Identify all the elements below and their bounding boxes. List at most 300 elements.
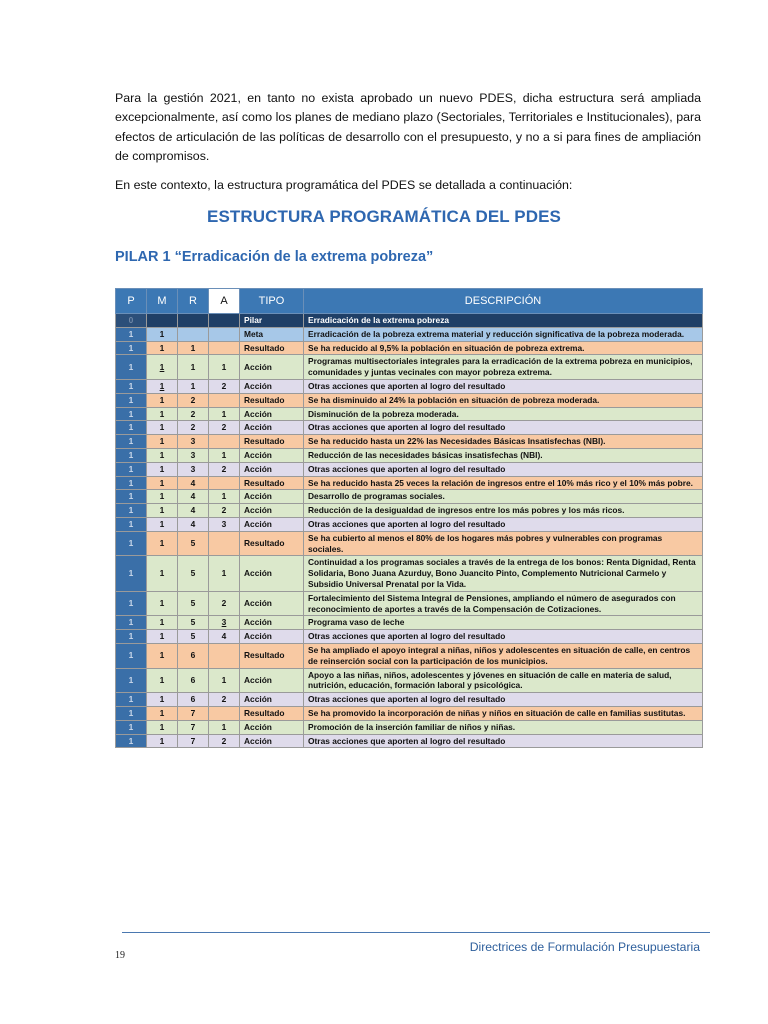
- cell-descripcion: [304, 379, 703, 393]
- cell-tipo-text: Acción: [244, 463, 272, 474]
- cell-tipo: [240, 504, 304, 518]
- cell-m: [147, 327, 178, 341]
- cell-a-text: 1: [221, 674, 227, 685]
- cell-r: [178, 734, 209, 748]
- cell-a-text: 1: [221, 568, 227, 579]
- cell-p-text: 1: [128, 721, 134, 732]
- cell-a: [209, 476, 240, 490]
- cell-m-text: 1: [159, 436, 165, 447]
- cell-a: [209, 393, 240, 407]
- cell-m-text: 1: [159, 538, 165, 549]
- cell-r-text: 4: [190, 477, 196, 488]
- cell-p-text: 1: [128, 449, 134, 460]
- cell-descripcion-text: Se ha reducido hasta un 22% las Necesidades Básicas Insatisfechas (NBI).: [308, 436, 606, 447]
- cell-tipo: [240, 734, 304, 748]
- cell-p-text: 1: [128, 505, 134, 516]
- cell-p: [116, 327, 147, 341]
- cell-tipo-text: Resultado: [244, 477, 285, 488]
- cell-a: [209, 448, 240, 462]
- cell-a: [209, 341, 240, 355]
- cell-m: [147, 407, 178, 421]
- cell-descripcion: [304, 327, 703, 341]
- cell-a: [209, 591, 240, 616]
- cell-descripcion: [304, 393, 703, 407]
- cell-p: [116, 668, 147, 693]
- header-p: P: [116, 289, 147, 314]
- cell-tipo: [240, 476, 304, 490]
- cell-p: [116, 490, 147, 504]
- cell-tipo: [240, 393, 304, 407]
- cell-a: [209, 504, 240, 518]
- cell-descripcion-text: Disminución de la pobreza moderada.: [308, 408, 459, 419]
- cell-tipo-text: Acción: [244, 694, 272, 705]
- cell-p: [116, 630, 147, 644]
- cell-m-text: 1: [159, 674, 165, 685]
- cell-r: [178, 531, 209, 556]
- cell-m: [147, 668, 178, 693]
- cell-r-text: 7: [190, 707, 196, 718]
- cell-tipo: [240, 556, 304, 591]
- cell-m-text: 1: [159, 342, 165, 353]
- table-row: [116, 616, 703, 630]
- cell-tipo: [240, 517, 304, 531]
- cell-tipo-text: Resultado: [244, 538, 285, 549]
- cell-m: [147, 643, 178, 668]
- cell-tipo: [240, 616, 304, 630]
- cell-descripcion-text: Programa vaso de leche: [308, 617, 405, 628]
- cell-tipo-text: Acción: [244, 505, 272, 516]
- cell-tipo: [240, 720, 304, 734]
- cell-r-text: 3: [190, 463, 196, 474]
- cell-descripcion-text: Reducción de las necesidades básicas insatisfechas (NBI).: [308, 449, 543, 460]
- cell-descripcion: [304, 616, 703, 630]
- cell-descripcion: [304, 668, 703, 693]
- cell-tipo-text: Acción: [244, 449, 272, 460]
- cell-p: [116, 407, 147, 421]
- cell-descripcion-text: Se ha reducido hasta 25 veces la relación de ingresos entre el 10% más rico y el 10% más pobre.: [308, 477, 693, 488]
- cell-p: [116, 720, 147, 734]
- table-row: [116, 517, 703, 531]
- table-row: [116, 591, 703, 616]
- cell-p-text: 1: [128, 694, 134, 705]
- cell-r-text: 5: [190, 617, 196, 628]
- cell-p: [116, 706, 147, 720]
- cell-tipo-text: Resultado: [244, 707, 285, 718]
- cell-a: [209, 734, 240, 748]
- cell-tipo-text: Acción: [244, 518, 272, 529]
- table-row: [116, 448, 703, 462]
- cell-tipo: [240, 630, 304, 644]
- cell-tipo: [240, 668, 304, 693]
- cell-a-text: 1: [221, 449, 227, 460]
- cell-r: [178, 341, 209, 355]
- cell-descripcion-text: Desarrollo de programas sociales.: [308, 491, 445, 502]
- cell-tipo: [240, 355, 304, 380]
- cell-descripcion: [304, 462, 703, 476]
- table-row: [116, 462, 703, 476]
- cell-p: [116, 448, 147, 462]
- cell-descripcion: [304, 591, 703, 616]
- cell-m-text: 1: [159, 394, 165, 405]
- cell-p: [116, 421, 147, 435]
- cell-tipo-text: Acción: [244, 721, 272, 732]
- cell-r-text: 6: [190, 674, 196, 685]
- cell-m-text: 1: [159, 694, 165, 705]
- cell-descripcion-text: Otras acciones que aporten al logro del resultado: [308, 735, 506, 746]
- table-row: [116, 734, 703, 748]
- cell-m: [147, 393, 178, 407]
- cell-m-text: 1: [159, 380, 165, 391]
- cell-m-text: 1: [159, 463, 165, 474]
- cell-r-text: 1: [190, 361, 196, 372]
- cell-descripcion: [304, 448, 703, 462]
- cell-descripcion: [304, 556, 703, 591]
- cell-tipo: [240, 591, 304, 616]
- cell-m-text: 1: [159, 617, 165, 628]
- cell-descripcion: [304, 706, 703, 720]
- header-r: R: [178, 289, 209, 314]
- cell-a-text: 3: [221, 518, 227, 529]
- table-row: [116, 421, 703, 435]
- cell-p-text: 1: [128, 328, 134, 339]
- cell-tipo: [240, 448, 304, 462]
- cell-p-text: 1: [128, 361, 134, 372]
- cell-tipo-text: Resultado: [244, 436, 285, 447]
- cell-tipo: [240, 379, 304, 393]
- cell-a: [209, 556, 240, 591]
- cell-r: [178, 706, 209, 720]
- cell-r-text: 5: [190, 568, 196, 579]
- cell-a: [209, 668, 240, 693]
- cell-descripcion-text: Otras acciones que aporten al logro del resultado: [308, 380, 506, 391]
- cell-tipo-text: Acción: [244, 631, 272, 642]
- cell-r-text: 4: [190, 491, 196, 502]
- cell-descripcion-text: Reducción de la desigualdad de ingresos entre los más pobres y los más ricos.: [308, 505, 625, 516]
- cell-tipo: [240, 462, 304, 476]
- cell-p-text: 1: [128, 491, 134, 502]
- cell-descripcion: [304, 517, 703, 531]
- table-row: [116, 435, 703, 449]
- table-row: [116, 476, 703, 490]
- cell-m: [147, 476, 178, 490]
- cell-descripcion-text: Continuidad a los programas sociales a través de la entrega de los bonos: Renta Dignidad, Renta Solidaria, Bono Juana Azurduy, Bono Juancito Pinto, Complemento Nutricional Carmelo y Subsidio Universal Prenatal por la Vida.: [308, 557, 696, 589]
- cell-descripcion: [304, 421, 703, 435]
- cell-m-text: 1: [159, 491, 165, 502]
- cell-p: [116, 314, 147, 328]
- cell-a: [209, 706, 240, 720]
- cell-p: [116, 379, 147, 393]
- cell-p: [116, 355, 147, 380]
- cell-r: [178, 630, 209, 644]
- cell-m-text: 1: [159, 518, 165, 529]
- header-tipo: TIPO: [240, 289, 304, 314]
- cell-a: [209, 720, 240, 734]
- table-row: [116, 630, 703, 644]
- cell-tipo: [240, 490, 304, 504]
- cell-r: [178, 435, 209, 449]
- cell-descripcion: [304, 476, 703, 490]
- table-row: [116, 341, 703, 355]
- cell-descripcion-text: Se ha promovido la incorporación de niñas y niños en situación de calle en familias sustitutas.: [308, 707, 686, 718]
- cell-p-text: 1: [128, 631, 134, 642]
- cell-descripcion: [304, 314, 703, 328]
- cell-tipo-text: Acción: [244, 361, 272, 372]
- cell-descripcion: [304, 490, 703, 504]
- cell-m: [147, 504, 178, 518]
- cell-m-text: 1: [159, 707, 165, 718]
- cell-a: [209, 531, 240, 556]
- cell-descripcion: [304, 407, 703, 421]
- cell-a: [209, 630, 240, 644]
- cell-tipo-text: Resultado: [244, 394, 285, 405]
- cell-r-text: 7: [190, 721, 196, 732]
- cell-p: [116, 616, 147, 630]
- table-row: [116, 314, 703, 328]
- cell-tipo: [240, 327, 304, 341]
- cell-m: [147, 706, 178, 720]
- cell-tipo-text: Acción: [244, 422, 272, 433]
- cell-p-text: 0: [128, 315, 134, 325]
- cell-p-text: 1: [128, 394, 134, 405]
- cell-p-text: 1: [128, 342, 134, 353]
- cell-m-text: 1: [159, 422, 165, 433]
- cell-descripcion-text: Otras acciones que aporten al logro del resultado: [308, 518, 506, 529]
- cell-p-text: 1: [128, 568, 134, 579]
- cell-p-text: 1: [128, 477, 134, 488]
- cell-p-text: 1: [128, 707, 134, 718]
- cell-a: [209, 462, 240, 476]
- table-row: [116, 693, 703, 707]
- cell-r-text: 7: [190, 735, 196, 746]
- cell-p-text: 1: [128, 436, 134, 447]
- cell-p: [116, 462, 147, 476]
- cell-p-text: 1: [128, 598, 134, 609]
- table-row: [116, 490, 703, 504]
- cell-r-text: 4: [190, 518, 196, 529]
- cell-descripcion-text: Apoyo a las niñas, niños, adolescentes y jóvenes en situación de calle en materia de salud, nutrición, educación, formación laboral y psicológica.: [308, 669, 672, 691]
- table-row: [116, 355, 703, 380]
- cell-m: [147, 355, 178, 380]
- header-a: A: [209, 289, 240, 314]
- cell-p-text: 1: [128, 518, 134, 529]
- cell-m: [147, 734, 178, 748]
- cell-tipo-text: Acción: [244, 408, 272, 419]
- cell-m: [147, 341, 178, 355]
- cell-a: [209, 327, 240, 341]
- cell-tipo: [240, 421, 304, 435]
- cell-descripcion-text: Otras acciones que aporten al logro del resultado: [308, 631, 506, 642]
- cell-a: [209, 643, 240, 668]
- cell-a: [209, 435, 240, 449]
- cell-descripcion-text: Otras acciones que aporten al logro del resultado: [308, 422, 506, 433]
- cell-descripcion-text: Otras acciones que aporten al logro del resultado: [308, 463, 506, 474]
- cell-a: [209, 407, 240, 421]
- cell-tipo-text: Pilar: [244, 315, 263, 325]
- cell-descripcion-text: Otras acciones que aporten al logro del resultado: [308, 694, 506, 705]
- cell-p: [116, 556, 147, 591]
- cell-tipo-text: Resultado: [244, 342, 285, 353]
- cell-m: [147, 435, 178, 449]
- cell-tipo: [240, 314, 304, 328]
- cell-tipo-text: Resultado: [244, 650, 285, 661]
- cell-r-text: 2: [190, 422, 196, 433]
- cell-p-text: 1: [128, 408, 134, 419]
- cell-m-text: 1: [159, 568, 165, 579]
- cell-m: [147, 517, 178, 531]
- cell-m: [147, 591, 178, 616]
- cell-p-text: 1: [128, 650, 134, 661]
- footer-title: Directrices de Formulación Presupuestaria: [469, 940, 700, 954]
- cell-p-text: 1: [128, 617, 134, 628]
- cell-tipo: [240, 341, 304, 355]
- cell-a-text: 1: [221, 491, 227, 502]
- table-header-row: [116, 289, 703, 314]
- cell-a: [209, 517, 240, 531]
- cell-m: [147, 448, 178, 462]
- cell-r: [178, 504, 209, 518]
- cell-r-text: 2: [190, 394, 196, 405]
- cell-p: [116, 341, 147, 355]
- cell-p-text: 1: [128, 380, 134, 391]
- context-paragraph: En este contexto, la estructura programática del PDES se detallada a continuación:: [115, 178, 573, 192]
- cell-tipo: [240, 693, 304, 707]
- cell-r: [178, 693, 209, 707]
- cell-tipo: [240, 407, 304, 421]
- cell-m: [147, 314, 178, 328]
- table-row: [116, 643, 703, 668]
- cell-r: [178, 476, 209, 490]
- cell-p: [116, 435, 147, 449]
- cell-p: [116, 531, 147, 556]
- cell-m: [147, 490, 178, 504]
- page-title: ESTRUCTURA PROGRAMÁTICA DEL PDES: [207, 207, 561, 226]
- cell-p-text: 1: [128, 674, 134, 685]
- cell-m-text: 1: [159, 449, 165, 460]
- table-row: [116, 379, 703, 393]
- cell-descripcion: [304, 734, 703, 748]
- cell-r: [178, 327, 209, 341]
- cell-descripcion: [304, 341, 703, 355]
- cell-p: [116, 476, 147, 490]
- cell-a-text: 3: [221, 617, 227, 628]
- cell-descripcion: [304, 720, 703, 734]
- cell-tipo-text: Acción: [244, 735, 272, 746]
- cell-p: [116, 693, 147, 707]
- cell-tipo: [240, 531, 304, 556]
- cell-descripcion-text: Se ha cubierto al menos el 80% de los hogares más pobres y vulnerables con programas sociales.: [308, 532, 663, 554]
- table-row: [116, 504, 703, 518]
- cell-tipo: [240, 435, 304, 449]
- cell-a-text: 2: [221, 735, 227, 746]
- cell-m: [147, 720, 178, 734]
- cell-m-text: 1: [159, 477, 165, 488]
- header-m: M: [147, 289, 178, 314]
- cell-r-text: 5: [190, 538, 196, 549]
- table-row: [116, 720, 703, 734]
- cell-descripcion: [304, 435, 703, 449]
- page-number: 19: [115, 950, 125, 961]
- cell-a-text: 1: [221, 721, 227, 732]
- cell-r-text: 6: [190, 650, 196, 661]
- cell-tipo-text: Acción: [244, 617, 272, 628]
- cell-m: [147, 630, 178, 644]
- cell-r: [178, 379, 209, 393]
- cell-p-text: 1: [128, 422, 134, 433]
- cell-descripcion: [304, 355, 703, 380]
- cell-m: [147, 616, 178, 630]
- cell-p: [116, 643, 147, 668]
- cell-m: [147, 693, 178, 707]
- cell-r: [178, 490, 209, 504]
- cell-a: [209, 379, 240, 393]
- cell-r-text: 3: [190, 436, 196, 447]
- cell-descripcion-text: Erradicación de la extrema pobreza: [308, 315, 450, 325]
- header-descripcion: DESCRIPCIÓN: [304, 289, 703, 314]
- cell-descripcion: [304, 504, 703, 518]
- cell-m-text: 1: [159, 328, 165, 339]
- cell-tipo-text: Meta: [244, 328, 264, 339]
- cell-a: [209, 693, 240, 707]
- cell-p: [116, 591, 147, 616]
- cell-descripcion: [304, 643, 703, 668]
- cell-a-text: 2: [221, 505, 227, 516]
- cell-p-text: 1: [128, 538, 134, 549]
- cell-r-text: 3: [190, 449, 196, 460]
- cell-r: [178, 462, 209, 476]
- table-row: [116, 407, 703, 421]
- cell-r: [178, 407, 209, 421]
- cell-descripcion-text: Se ha ampliado el apoyo integral a niñas, niños y adolescentes en situación de calle, en centros de reinserción social con la participación de los municipios.: [308, 644, 691, 666]
- cell-r-text: 1: [190, 342, 196, 353]
- cell-r-text: 5: [190, 631, 196, 642]
- cell-r: [178, 668, 209, 693]
- cell-r: [178, 643, 209, 668]
- cell-m: [147, 462, 178, 476]
- table-row: [116, 668, 703, 693]
- cell-m-text: 1: [159, 408, 165, 419]
- cell-r: [178, 517, 209, 531]
- cell-p: [116, 504, 147, 518]
- cell-m-text: 1: [159, 505, 165, 516]
- cell-descripcion: [304, 693, 703, 707]
- cell-m-text: 1: [159, 361, 165, 372]
- cell-r: [178, 314, 209, 328]
- pilar-heading: PILAR 1 “Erradicación de la extrema pobreza”: [115, 249, 434, 265]
- cell-r-text: 2: [190, 408, 196, 419]
- cell-a-text: 2: [221, 598, 227, 609]
- cell-m-text: 1: [159, 650, 165, 661]
- cell-r: [178, 355, 209, 380]
- cell-tipo-text: Acción: [244, 491, 272, 502]
- cell-tipo-text: Acción: [244, 598, 272, 609]
- cell-tipo-text: Acción: [244, 674, 272, 685]
- cell-r-text: 5: [190, 598, 196, 609]
- cell-p: [116, 517, 147, 531]
- cell-a: [209, 616, 240, 630]
- cell-m-text: 1: [159, 598, 165, 609]
- cell-a-text: 4: [221, 631, 227, 642]
- cell-descripcion: [304, 630, 703, 644]
- cell-a-text: 2: [221, 422, 227, 433]
- cell-r-text: 6: [190, 694, 196, 705]
- cell-r: [178, 591, 209, 616]
- cell-m-text: 1: [159, 721, 165, 732]
- table-row: [116, 327, 703, 341]
- cell-p: [116, 734, 147, 748]
- cell-m-text: 1: [159, 735, 165, 746]
- cell-p: [116, 393, 147, 407]
- cell-a-text: 1: [221, 408, 227, 419]
